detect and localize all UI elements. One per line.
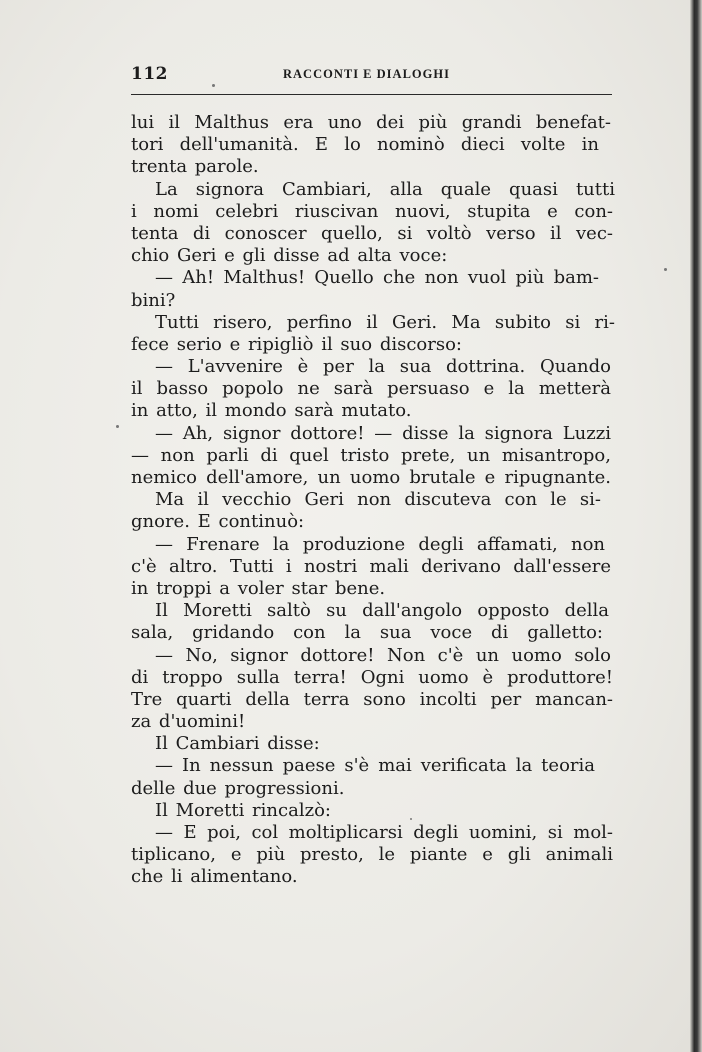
text-line: — E poi, col moltiplicarsi degli uomini, si mol- [155,822,613,843]
text-line: — Frenare la produzione degli affamati, non [155,533,605,555]
text-line: nemico dell'amore, un uomo brutale e ripugnante. [131,467,611,488]
text-line: La signora Cambiari, alla quale quasi tutti [155,178,615,200]
text-line: Tre quarti della terra sono incolti per mancan- [131,688,613,710]
page-number: 112 [131,64,168,84]
print-speck [664,268,667,271]
text-line: Ma il vecchio Geri non discuteva con le si- [155,489,601,511]
text-line: lui il Malthus era uno dei più grandi benefat- [131,112,611,133]
text-line: Il Cambiari disse: [155,733,320,755]
print-speck [212,84,215,87]
text-line: — L'avvenire è per la sua dottrina. Quando [155,356,611,378]
text-line: — No, signor dottore! Non c'è un uomo solo [155,644,611,666]
running-head [131,64,613,86]
text-line: — non parli di quel tristo prete, un misantropo, [131,444,611,466]
body-text [131,112,621,889]
text-line: chio Geri e gli disse ad alta voce: [131,245,448,267]
text-line: Tutti risero, perfino il Geri. Ma subito si ri- [155,311,615,333]
text-line: tenta di conoscer quello, si voltò verso il vec- [131,222,613,244]
text-line: i nomi celebri riuscivan nuovi, stupita e con- [131,200,613,222]
page-binding-edge [690,0,702,1052]
print-speck [116,425,119,428]
text-line: delle due progressioni. [131,777,345,799]
text-line: che li alimentano. [131,866,298,888]
text-line: il basso popolo ne sarà persuaso e la metterà [131,378,611,400]
text-line: fece serio e ripigliò il suo discorso: [131,333,462,355]
text-line: sala, gridando con la sua voce di galletto: [131,622,603,644]
running-title: RACCONTI E DIALOGHI [283,67,450,81]
header-rule [131,94,612,95]
text-line: gnore. E continuò: [131,511,305,533]
text-line: bini? [131,289,176,311]
text-line: Il Moretti rincalzò: [155,799,331,821]
text-line: za d'uomini! [131,711,246,733]
text-line: trenta parole. [131,156,259,178]
text-line: — Ah! Malthus! Quello che non vuol più bam- [155,267,599,289]
text-line: — Ah, signor dottore! — disse la signora Luzzi [155,422,611,444]
text-line: di troppo sulla terra! Ogni uomo è produttore! [131,666,613,688]
text-line: tori dell'umanità. E lo nominò dieci volte in [131,134,599,156]
text-line: Il Moretti saltò su dall'angolo opposto della [155,600,609,622]
print-speck [410,818,412,820]
text-line: in troppi a voler star bene. [131,577,386,599]
text-line: — In nessun paese s'è mai verificata la teoria [155,755,595,777]
text-line: in atto, il mondo sarà mutato. [131,400,412,422]
text-line: tiplicano, e più presto, le piante e gli animali [131,844,613,866]
text-line: c'è altro. Tutti i nostri mali derivano dall'essere [131,555,611,577]
